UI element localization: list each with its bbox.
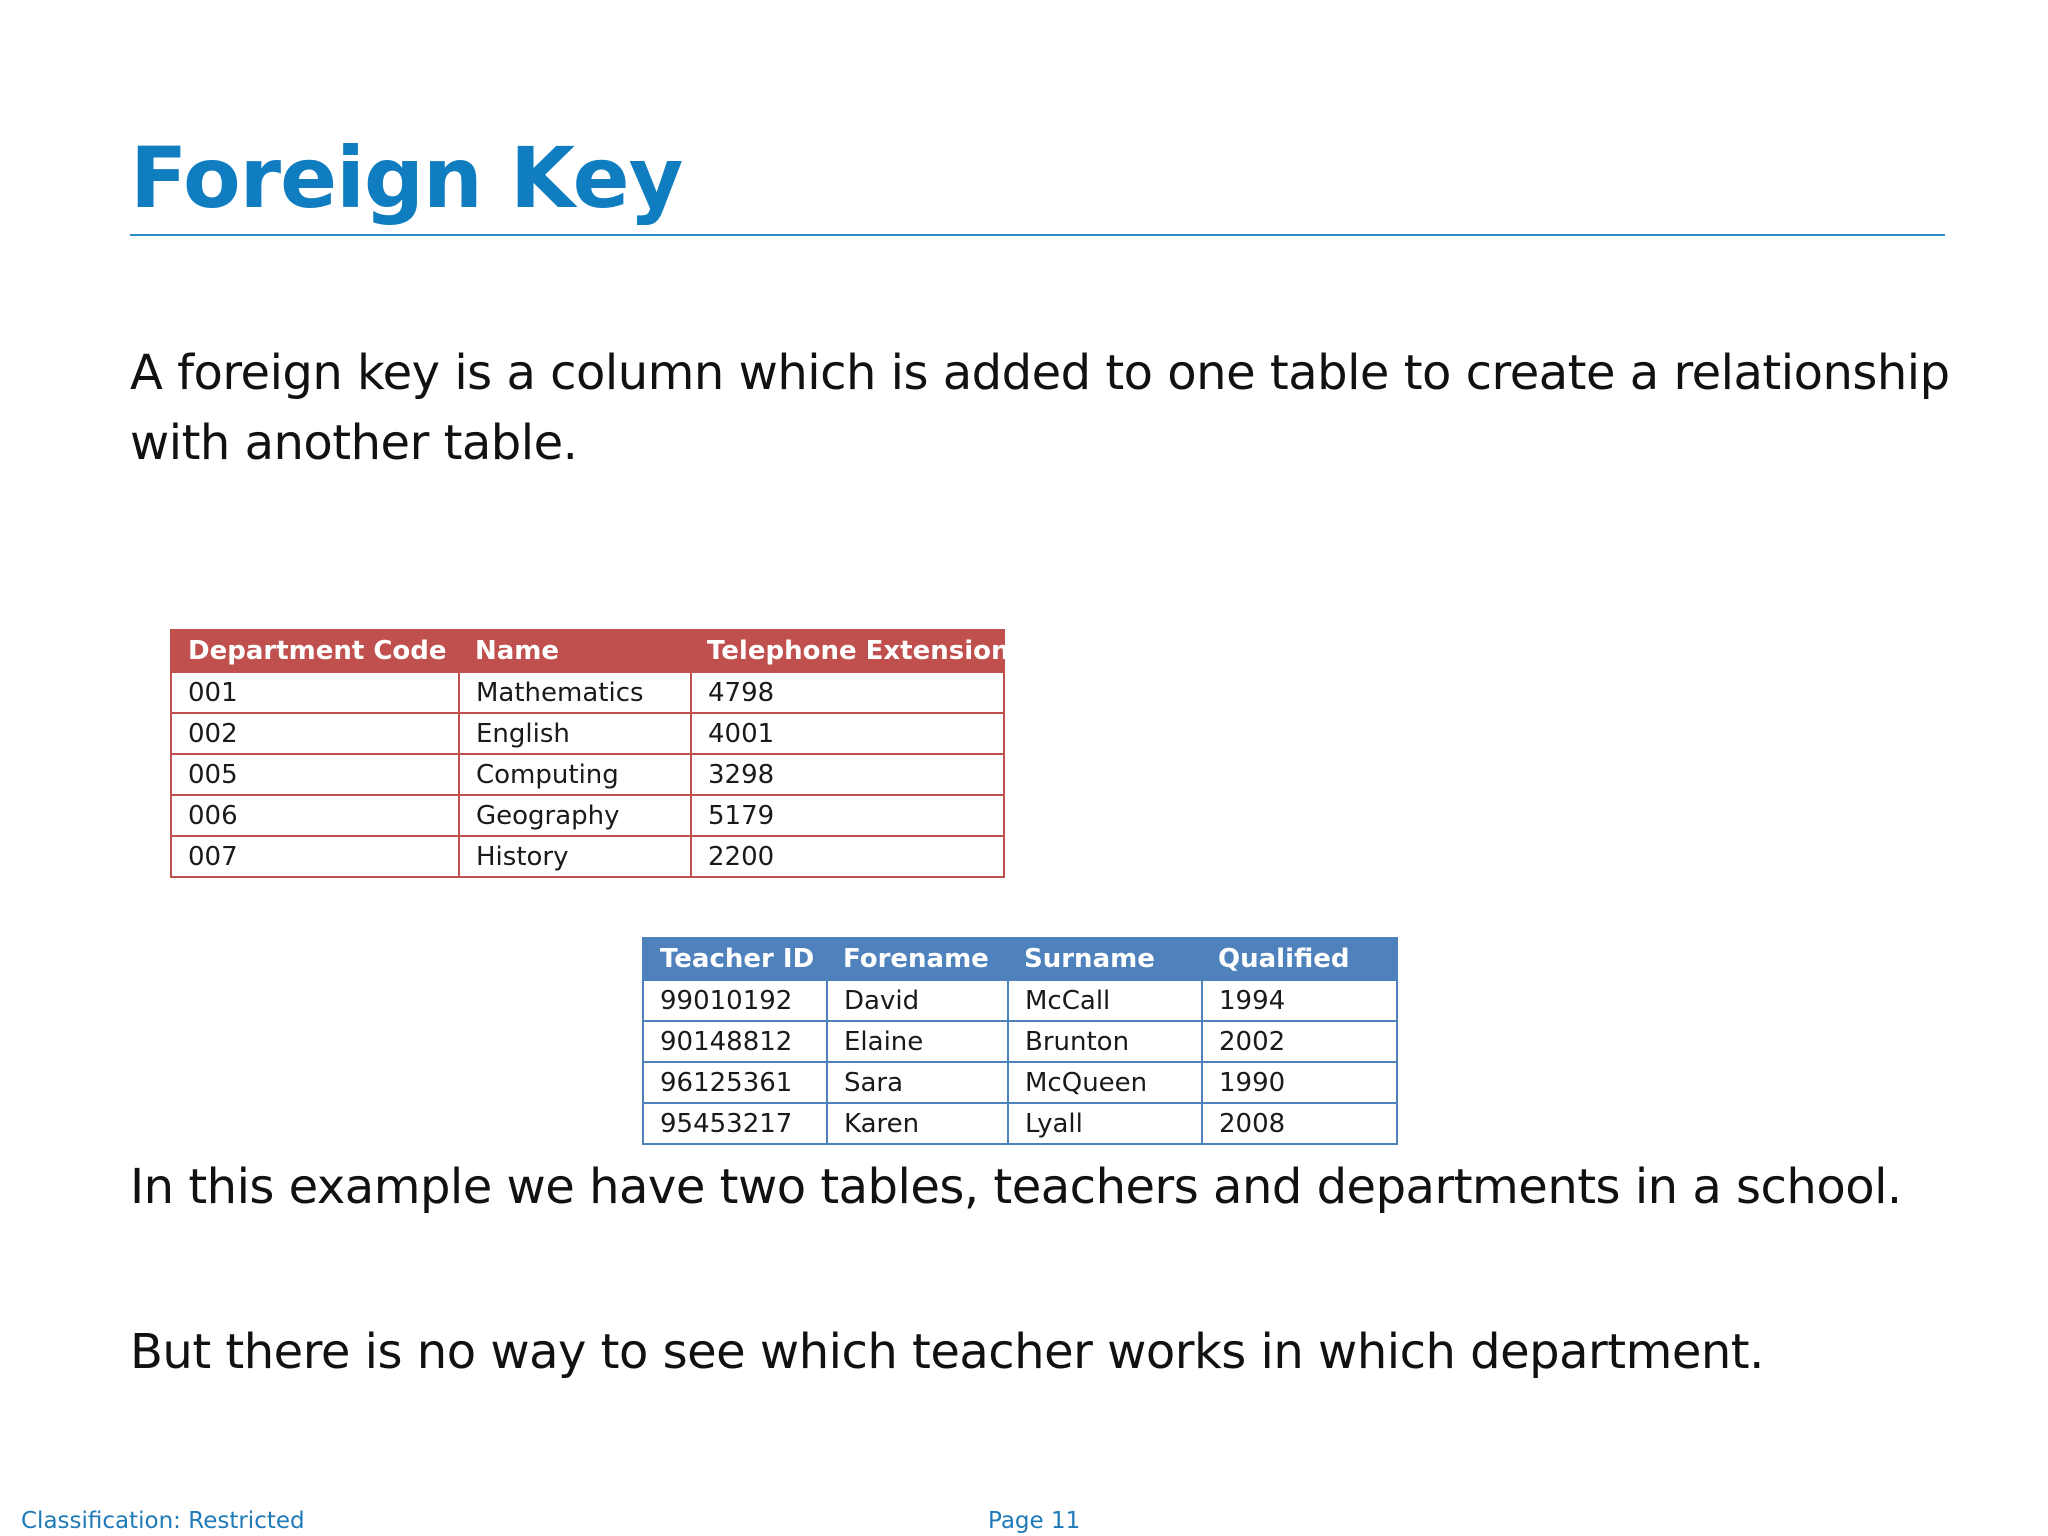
table-cell: 2200 — [691, 836, 1004, 877]
table-cell: Lyall — [1008, 1103, 1202, 1144]
table-cell: 99010192 — [643, 980, 827, 1021]
table-row — [643, 1021, 1397, 1062]
table-cell: 90148812 — [643, 1021, 827, 1062]
table-cell: 96125361 — [643, 1062, 827, 1103]
table-cell: David — [827, 980, 1008, 1021]
table-cell: 3298 — [691, 754, 1004, 795]
title-divider — [130, 234, 1945, 236]
table-row — [171, 836, 1004, 877]
table-cell: Geography — [459, 795, 691, 836]
table-cell: Mathematics — [459, 672, 691, 713]
no-way-paragraph: But there is no way to see which teacher works in which department. — [130, 1324, 1764, 1380]
table-cell: 5179 — [691, 795, 1004, 836]
table-cell: 95453217 — [643, 1103, 827, 1144]
column-header: Name — [459, 630, 691, 672]
table-cell: English — [459, 713, 691, 754]
slide-title: Foreign Key — [130, 129, 683, 227]
table-cell: 006 — [171, 795, 459, 836]
table-cell: Elaine — [827, 1021, 1008, 1062]
column-header: Teacher ID — [643, 938, 827, 980]
table-cell: 1990 — [1202, 1062, 1397, 1103]
column-header: Qualified — [1202, 938, 1397, 980]
departments-table — [170, 629, 1010, 878]
table-cell: Computing — [459, 754, 691, 795]
table-cell: Brunton — [1008, 1021, 1202, 1062]
table-row — [643, 980, 1397, 1021]
column-header: Department Code — [171, 630, 459, 672]
table-row — [171, 713, 1004, 754]
table-cell: McCall — [1008, 980, 1202, 1021]
table-cell: History — [459, 836, 691, 877]
classification-label: Classification: Restricted — [21, 1508, 305, 1534]
column-header: Forename — [827, 938, 1008, 980]
table-row — [171, 754, 1004, 795]
table-cell: 4001 — [691, 713, 1004, 754]
table-cell: 2008 — [1202, 1103, 1397, 1144]
table-row — [171, 672, 1004, 713]
table-header-row — [171, 630, 1004, 672]
table-cell: Karen — [827, 1103, 1008, 1144]
table-cell: 005 — [171, 754, 459, 795]
table-cell: McQueen — [1008, 1062, 1202, 1103]
table-cell: Sara — [827, 1062, 1008, 1103]
column-header: Telephone Extension — [691, 630, 1004, 672]
table-row — [643, 1062, 1397, 1103]
table-row — [171, 795, 1004, 836]
table-cell: 007 — [171, 836, 459, 877]
table-cell: 001 — [171, 672, 459, 713]
table-cell: 002 — [171, 713, 459, 754]
table-cell: 2002 — [1202, 1021, 1397, 1062]
table-header-row — [643, 938, 1397, 980]
table-cell: 4798 — [691, 672, 1004, 713]
page-number: Page 11 — [988, 1508, 1081, 1534]
example-paragraph: In this example we have two tables, teachers and departments in a school. — [130, 1159, 1902, 1215]
table-cell: 1994 — [1202, 980, 1397, 1021]
column-header: Surname — [1008, 938, 1202, 980]
intro-paragraph: A foreign key is a column which is added to one table to create a relationship with another table. — [130, 345, 1950, 471]
table-row — [643, 1103, 1397, 1144]
teachers-table — [642, 937, 1398, 1145]
